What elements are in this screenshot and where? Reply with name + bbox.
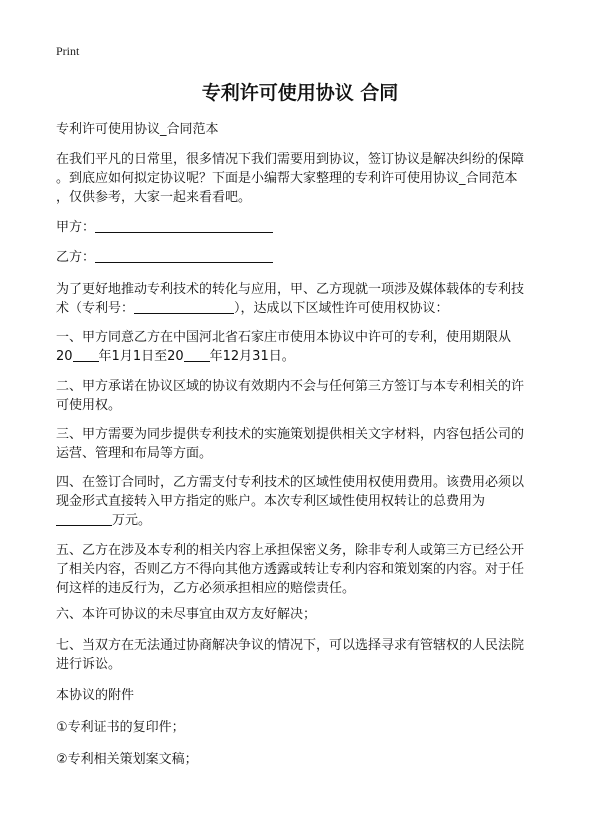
clause-1 [56, 328, 552, 366]
clause-3 [56, 425, 552, 463]
intro-paragraph [56, 150, 552, 207]
page-title: 专利许可使用协议 合同 [201, 82, 399, 104]
intro-line: 在我们平凡的日常里，很多情况下我们需要用到协议，签订协议是解决纠纷的保障 [56, 152, 525, 167]
clause-1-line-2 [56, 347, 552, 366]
clause-7-line: 七、当双方在无法通过协商解决争议的情况下，可以选择寻求有管辖权的人民法院 [56, 638, 525, 653]
clause-7 [56, 636, 552, 674]
party-a-label: 甲方： [56, 220, 96, 235]
fee-unit: 万元。 [112, 513, 152, 528]
year-start-blank [73, 347, 99, 362]
year-end-blank [184, 347, 210, 362]
clause-5-line: 何这样的违反行为，乙方必须承担相应的赔偿责任。 [56, 581, 356, 596]
attachment-item: ①专利证书的复印件； [56, 720, 185, 735]
intro-line: 。到底应如何拟定协议呢？下面是小编帮大家整理的专利许可使用协议_合同范本 [56, 171, 518, 186]
party-b-row [56, 248, 273, 267]
clause-2-line: 二、甲方承诺在协议区域的协议有效期内不会与任何第三方签订与本专利相关的许 [56, 379, 525, 394]
purpose-line-tail: ），达成以下区域性许可使用权协议： [234, 301, 449, 316]
clause-1-line: 一、甲方同意乙方在中国河北省石家庄市使用本协议中许可的专利，使用期限从 [56, 330, 512, 345]
clause-3-line: 三、甲方需要为同步提供专利技术的实施策划提供相关文字材料，内容包括公司的 [56, 427, 525, 442]
clause-4-line-3 [56, 511, 552, 530]
attachment-item: ②专利相关策划案文稿； [56, 752, 198, 767]
doc-subtitle: 专利许可使用协议_合同范本 [56, 122, 219, 137]
print-link[interactable]: Print [56, 44, 80, 58]
purpose-paragraph [56, 280, 552, 318]
year-start-prefix: 20 [56, 349, 73, 364]
party-a-blank [95, 218, 273, 233]
clause-6: 六、本许可协议的未尽事宜由双方友好解决； [56, 607, 317, 622]
clause-4-line: 四、在签订合同时，乙方需支付专利技术的区域性使用权使用费用。该费用必须以 [56, 475, 525, 490]
party-a-row [56, 218, 273, 237]
clause-5 [56, 541, 552, 598]
intro-line: ，仅供参考，大家一起来看看吧。 [56, 190, 252, 205]
clause-4 [56, 473, 552, 530]
clause-4-line: 现金形式直接转入甲方指定的账户。本次专利区域性使用权转让的总费用为 [56, 494, 486, 509]
patent-number-label: 术（专利号： [56, 301, 135, 316]
clause-5-line: 了相关内容，否则乙方不得向其他方透露或转让专利内容和策划案的内容。对于任 [56, 562, 525, 577]
clause-7-line: 进行诉讼。 [56, 657, 122, 672]
party-b-label: 乙方： [56, 250, 96, 265]
clause-2-line: 可使用权。 [56, 398, 122, 413]
clause-3-line: 运营、管理和布局等方面。 [56, 446, 213, 461]
purpose-line: 为了更好地推动专利技术的转化与应用，甲、乙方现就一项涉及媒体载体的专利技 [56, 282, 525, 297]
party-b-blank [95, 248, 273, 263]
clause-2 [56, 377, 552, 415]
year-range-mid: 年1月1日至20 [98, 349, 184, 364]
year-range-end: 年12月31日。 [209, 349, 295, 364]
patent-number-blank [134, 299, 234, 314]
fee-amount-blank [56, 511, 112, 526]
purpose-line-2 [56, 299, 552, 318]
clause-5-line: 五、乙方在涉及本专利的相关内容上承担保密义务，除非专利人或第三方已经公开 [56, 543, 525, 558]
attachments-title: 本协议的附件 [56, 688, 135, 703]
